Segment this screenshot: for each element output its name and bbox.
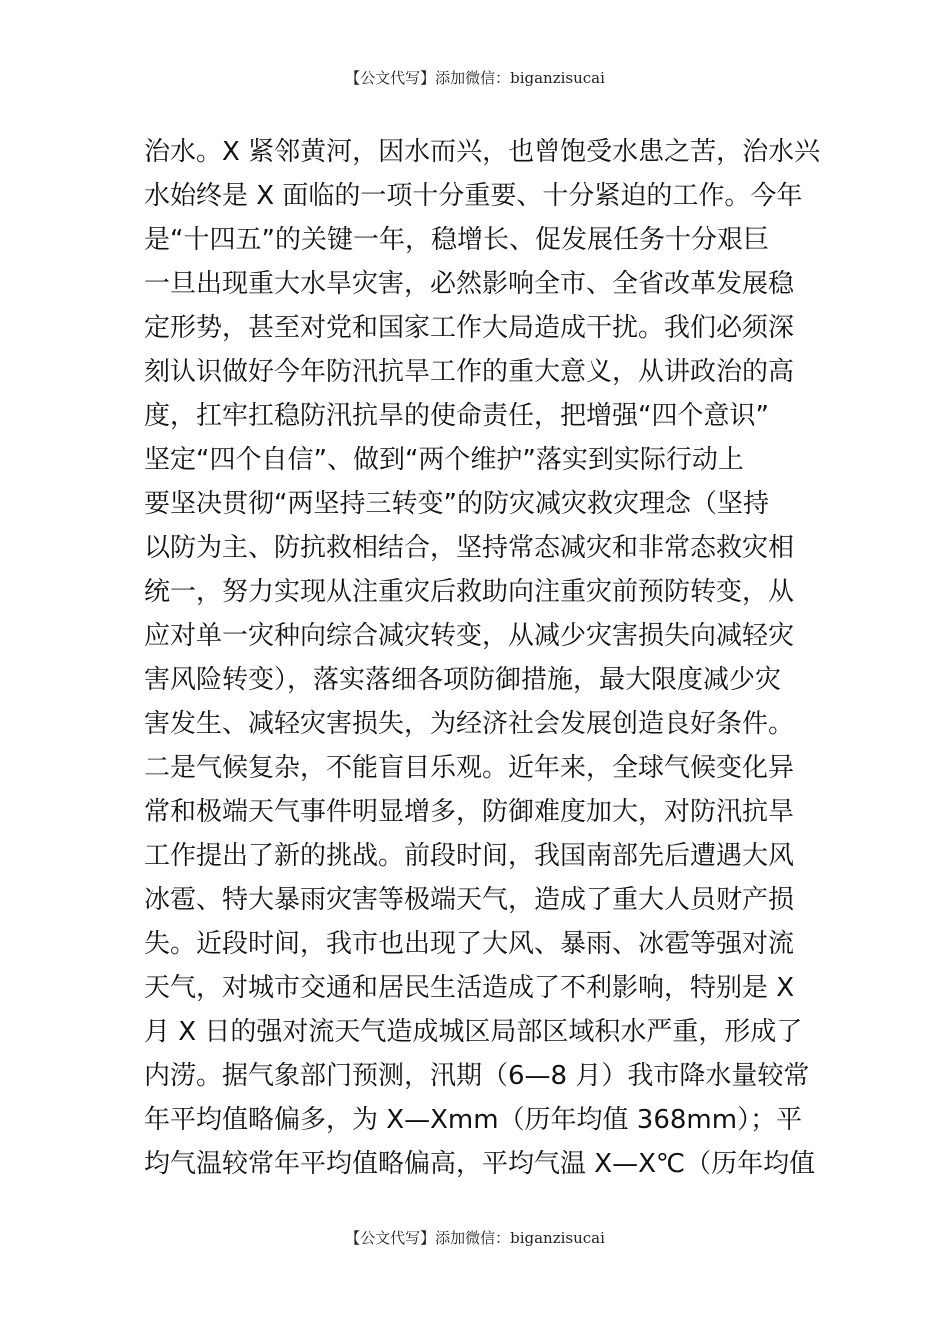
text-line: 统一，努力实现从注重灾后救助向注重灾前预防转变，从 — [144, 577, 795, 607]
text-line: 二是气候复杂，不能盲目乐观。近年来，全球气候变化异 — [144, 753, 795, 783]
text-line: 以防为主、防抗救相结合，坚持常态减灾和非常态救灾相 — [144, 533, 795, 563]
text-line: 治水。X 紧邻黄河，因水而兴，也曾饱受水患之苦，治水兴 — [144, 137, 821, 167]
text-line: 要坚决贯彻“两坚持三转变”的防灾减灾救灾理念（坚持 — [144, 489, 769, 519]
text-line: 害风险转变），落实落细各项防御措施，最大限度减少灾 — [144, 665, 782, 695]
text-line: 害发生、减轻灾害损失，为经济社会发展创造良好条件。 — [144, 709, 795, 739]
text-line: 坚定“四个自信”、做到“两个维护”落实到实际行动上 — [144, 445, 744, 475]
text-line: 是“十四五”的关键一年，稳增长、促发展任务十分艰巨 — [144, 225, 769, 255]
text-line: 水始终是 X 面临的一项十分重要、十分紧迫的工作。今年 — [144, 181, 803, 211]
text-line: 工作提出了新的挑战。前段时间，我国南部先后遭遇大风 — [144, 841, 795, 871]
text-line: 内涝。据气象部门预测，汛期（6—8 月）我市降水量较常 — [144, 1061, 810, 1091]
text-line: 常和极端天气事件明显增多，防御难度加大，对防汛抗旱 — [144, 797, 795, 827]
text-line: 应对单一灾种向综合减灾转变，从减少灾害损失向减轻灾 — [144, 621, 795, 651]
page-footer: 【公文代写】添加微信：biganzisucai — [345, 1229, 605, 1247]
text-line: 天气，对城市交通和居民生活造成了不利影响，特别是 X — [144, 973, 795, 1003]
text-line: 月 X 日的强对流天气造成城区局部区域积水严重，形成了 — [144, 1017, 803, 1047]
text-line: 失。近段时间，我市也出现了大风、暴雨、冰雹等强对流 — [144, 929, 795, 959]
text-line: 度，扛牢扛稳防汛抗旱的使命责任，把增强“四个意识” — [144, 401, 769, 431]
body-text — [144, 130, 824, 1186]
text-line: 均气温较常年平均值略偏高，平均气温 X—X℃（历年均值 — [144, 1149, 816, 1179]
page-header: 【公文代写】添加微信：biganzisucai — [345, 69, 605, 87]
text-line: 定形势，甚至对党和国家工作大局造成干扰。我们必须深 — [144, 313, 795, 343]
text-line: 冰雹、特大暴雨灾害等极端天气，造成了重大人员财产损 — [144, 885, 795, 915]
text-line: 年平均值略偏多，为 X—Xmm（历年均值 368mm）；平 — [144, 1105, 803, 1135]
text-line: 一旦出现重大水旱灾害，必然影响全市、全省改革发展稳 — [144, 269, 795, 299]
text-line: 刻认识做好今年防汛抗旱工作的重大意义，从讲政治的高 — [144, 357, 795, 387]
